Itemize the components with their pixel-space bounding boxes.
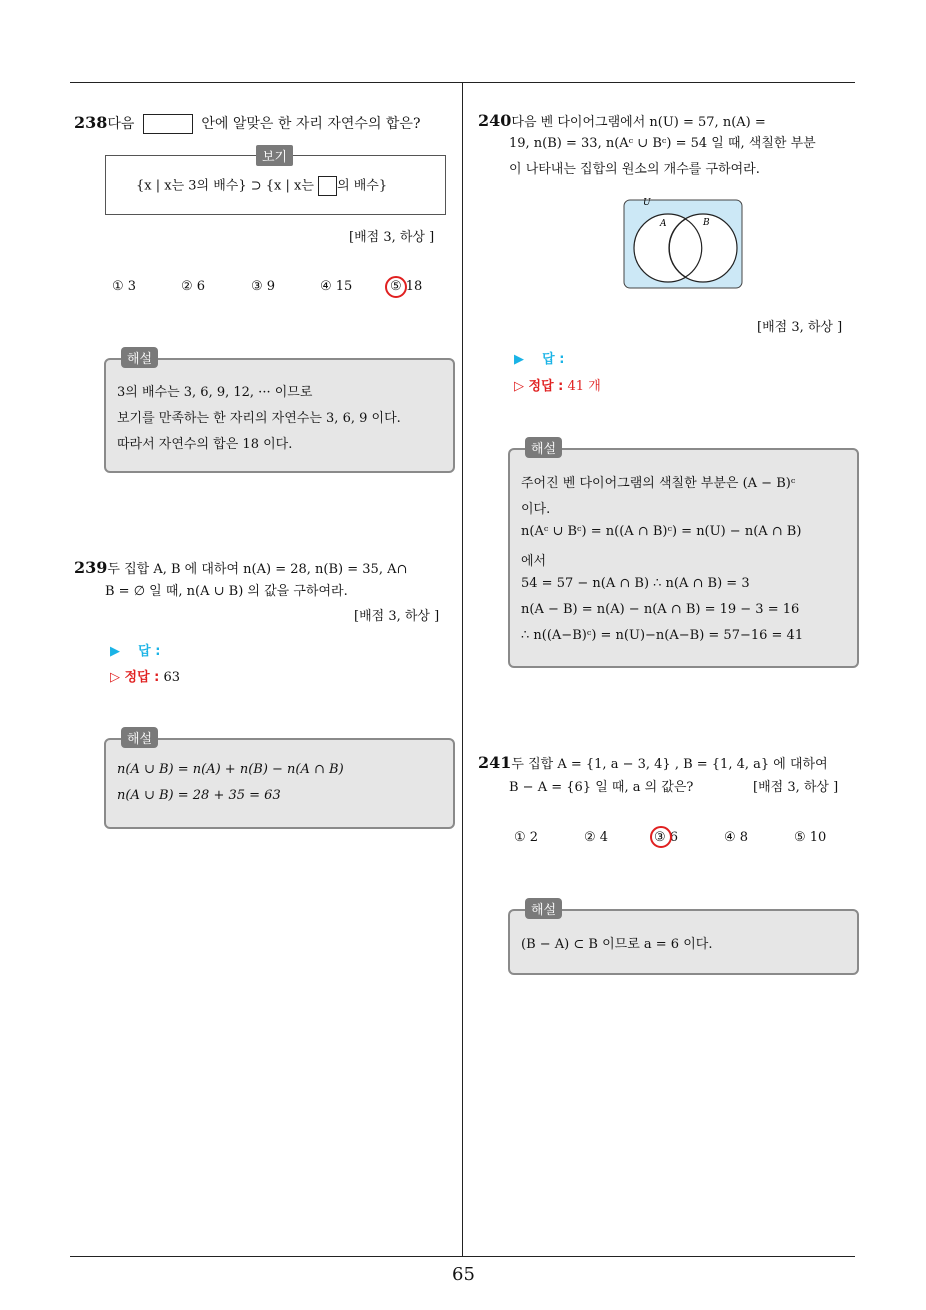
- choice-4[interactable]: ④ 8: [724, 830, 749, 845]
- label-u: U: [643, 198, 651, 208]
- answer-label: 답 :: [138, 644, 161, 659]
- choice-3[interactable]: ③ 6: [654, 830, 679, 845]
- answer-line: [514, 348, 564, 367]
- solution-line: 보기를 만족하는 한 자리의 자연수는 3, 6, 9 이다.: [117, 411, 401, 426]
- example-blank: [318, 176, 337, 196]
- example-box-label: 보기: [256, 145, 293, 166]
- solution-line: 54 = 57 − n(A ∩ B) ∴ n(A ∩ B) = 3: [521, 576, 750, 591]
- stem-text: 두 집합 A = {1, a − 3, 4} , B = {1, 4, a} 에 대하여: [511, 757, 828, 772]
- problem-239-line2: B = ∅ 일 때, n(A ∪ B) 의 값을 구하여라.: [105, 584, 348, 599]
- solution-line: 따라서 자연수의 합은 18 이다.: [117, 437, 293, 452]
- problem-238-stem: [74, 112, 420, 134]
- label-b: B: [703, 218, 710, 228]
- label-a: A: [660, 219, 667, 229]
- problem-number: 241: [478, 753, 512, 772]
- page-number: 65: [452, 1264, 475, 1285]
- correct-value: 41 개: [567, 379, 601, 394]
- solution-line: (B − A) ⊂ B 이므로 a = 6 이다.: [521, 937, 713, 952]
- problem-240-line3: 이 나타내는 집합의 원소의 개수를 구하여라.: [509, 162, 760, 177]
- solution-label: 해설: [121, 727, 158, 748]
- venn-diagram: [623, 196, 744, 292]
- problem-241-line1: [478, 752, 828, 774]
- choice-5[interactable]: ⑤ 18: [390, 279, 423, 294]
- choice-1[interactable]: ① 3: [112, 279, 137, 294]
- problem-240-line1: [478, 110, 766, 132]
- problem-number: 238: [74, 113, 108, 132]
- solution-label: 해설: [525, 437, 562, 458]
- column-divider: [462, 83, 463, 1256]
- answer-label: 답 :: [542, 352, 565, 367]
- stem-text: 두 집합 A, B 에 대하여 n(A) = 28, n(B) = 35, A∩: [107, 562, 408, 577]
- solution-box-241: [508, 909, 859, 975]
- answer-blank: [143, 114, 193, 134]
- problem-number: 239: [74, 558, 108, 577]
- solution-label: 해설: [525, 898, 562, 919]
- choice-5[interactable]: ⑤ 10: [794, 830, 827, 845]
- play-icon: ▶: [514, 352, 524, 367]
- stem-text-a: 다음: [107, 116, 135, 132]
- play-icon: ▶: [110, 644, 120, 659]
- solution-line: 에서: [521, 554, 547, 569]
- solution-box-239: [104, 738, 455, 829]
- choice-3[interactable]: ③ 9: [251, 279, 276, 294]
- problem-241-line2: B − A = {6} 일 때, a 의 값은?: [509, 780, 694, 795]
- solution-line: 3의 배수는 3, 6, 9, 12, ··· 이므로: [117, 385, 313, 400]
- solution-line: n(A ∪ B) = 28 + 35 = 63: [117, 788, 281, 803]
- choice-4[interactable]: ④ 15: [320, 279, 353, 294]
- example-text-a: {x | x는 3의 배수} ⊃ {x | x는: [136, 178, 314, 194]
- solution-line: 이다.: [521, 502, 551, 517]
- solution-box-240: [508, 448, 859, 668]
- selected-answer-circle: [650, 826, 672, 848]
- choice-2[interactable]: ② 6: [181, 279, 206, 294]
- choice-2[interactable]: ② 4: [584, 830, 609, 845]
- solution-line: n(Aᶜ ∪ Bᶜ) = n((A ∩ B)ᶜ) = n(U) − n(A ∩ B): [521, 524, 802, 539]
- bottom-rule: [70, 1256, 855, 1257]
- choice-1[interactable]: ① 2: [514, 830, 539, 845]
- problem-240-line2: 19, n(B) = 33, n(Aᶜ ∪ Bᶜ) = 54 일 때, 색칠한 부분: [509, 136, 816, 151]
- correct-label: ▷ 정답 :: [514, 379, 564, 394]
- problem-241-meta: [배점 3, 하상 ]: [753, 780, 839, 795]
- correct-label: ▷ 정답 :: [110, 670, 160, 685]
- problem-238-meta: [배점 3, 하상 ]: [349, 230, 435, 245]
- answer-line: [110, 640, 160, 659]
- solution-box-238: [104, 358, 455, 473]
- solution-line: n(A − B) = n(A) − n(A ∩ B) = 19 − 3 = 16: [521, 602, 800, 617]
- correct-answer-line: [110, 666, 180, 685]
- problem-240-meta: [배점 3, 하상 ]: [757, 320, 843, 335]
- solution-line: 주어진 벤 다이어그램의 색칠한 부분은 (A − B)ᶜ: [521, 476, 796, 491]
- problem-number: 240: [478, 111, 512, 130]
- correct-answer-line: [514, 375, 601, 394]
- problem-239-meta: [배점 3, 하상 ]: [354, 609, 440, 624]
- solution-label: 해설: [121, 347, 158, 368]
- stem-text: 다음 벤 다이어그램에서 n(U) = 57, n(A) =: [511, 115, 766, 130]
- solution-line: ∴ n((A−B)ᶜ) = n(U)−n(A−B) = 57−16 = 41: [521, 628, 804, 643]
- selected-answer-circle: [385, 276, 407, 298]
- example-text-b: 의 배수}: [337, 178, 388, 194]
- example-box-content: [136, 176, 387, 196]
- problem-239-line1: [74, 557, 407, 579]
- correct-value: 63: [163, 670, 181, 685]
- solution-line: n(A ∪ B) = n(A) + n(B) − n(A ∩ B): [117, 762, 344, 777]
- stem-text-b: 안에 알맞은 한 자리 자연수의 합은?: [201, 116, 421, 132]
